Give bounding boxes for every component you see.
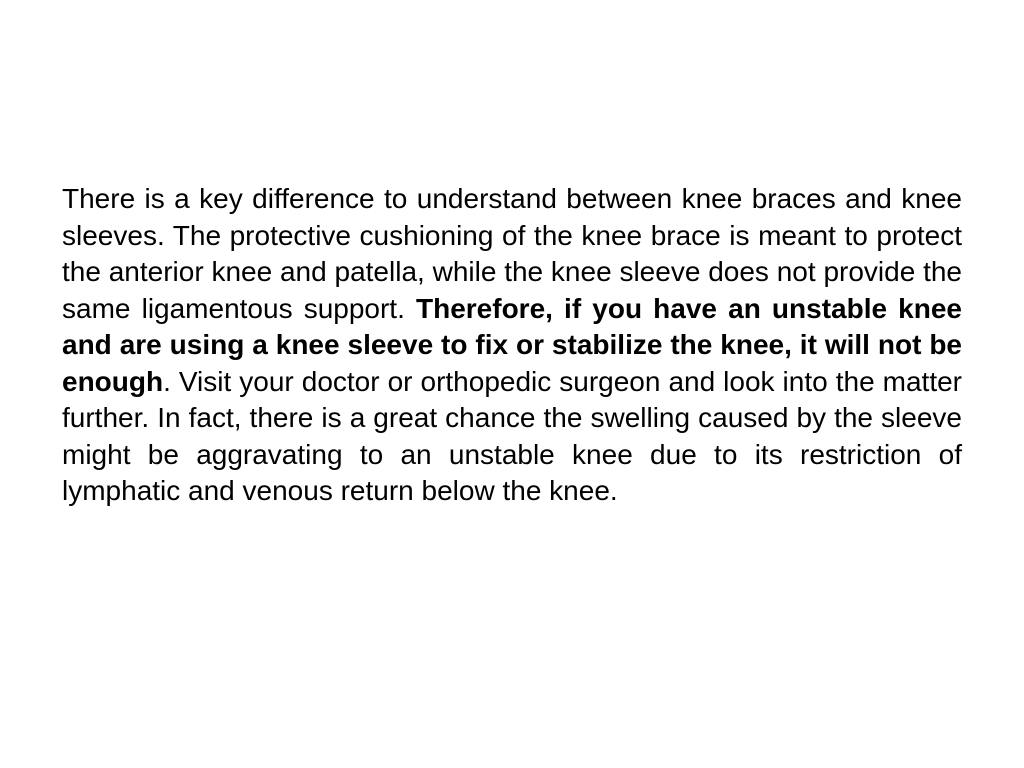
paragraph-bold-text: Therefore, if you have an unstable knee and are using a knee sleeve to fix or stabilize the knee, it will not be enough bbox=[62, 292, 962, 397]
paragraph-intro-text: There is a key difference to understand between knee braces and knee sleeves. The protective cushioning of the knee brace is meant to protect the anterior knee and patella, while the knee sleeve does not provide the same ligamentous support. bbox=[62, 183, 962, 324]
body-paragraph bbox=[62, 181, 962, 510]
paragraph-closing-text: . Visit your doctor or orthopedic surgeon and look into the matter further. In fact, there is a great chance the swelling caused by the sleeve might be aggravating to an unstable knee due to its restriction of lymphatic and venous return below the knee. bbox=[62, 365, 962, 506]
